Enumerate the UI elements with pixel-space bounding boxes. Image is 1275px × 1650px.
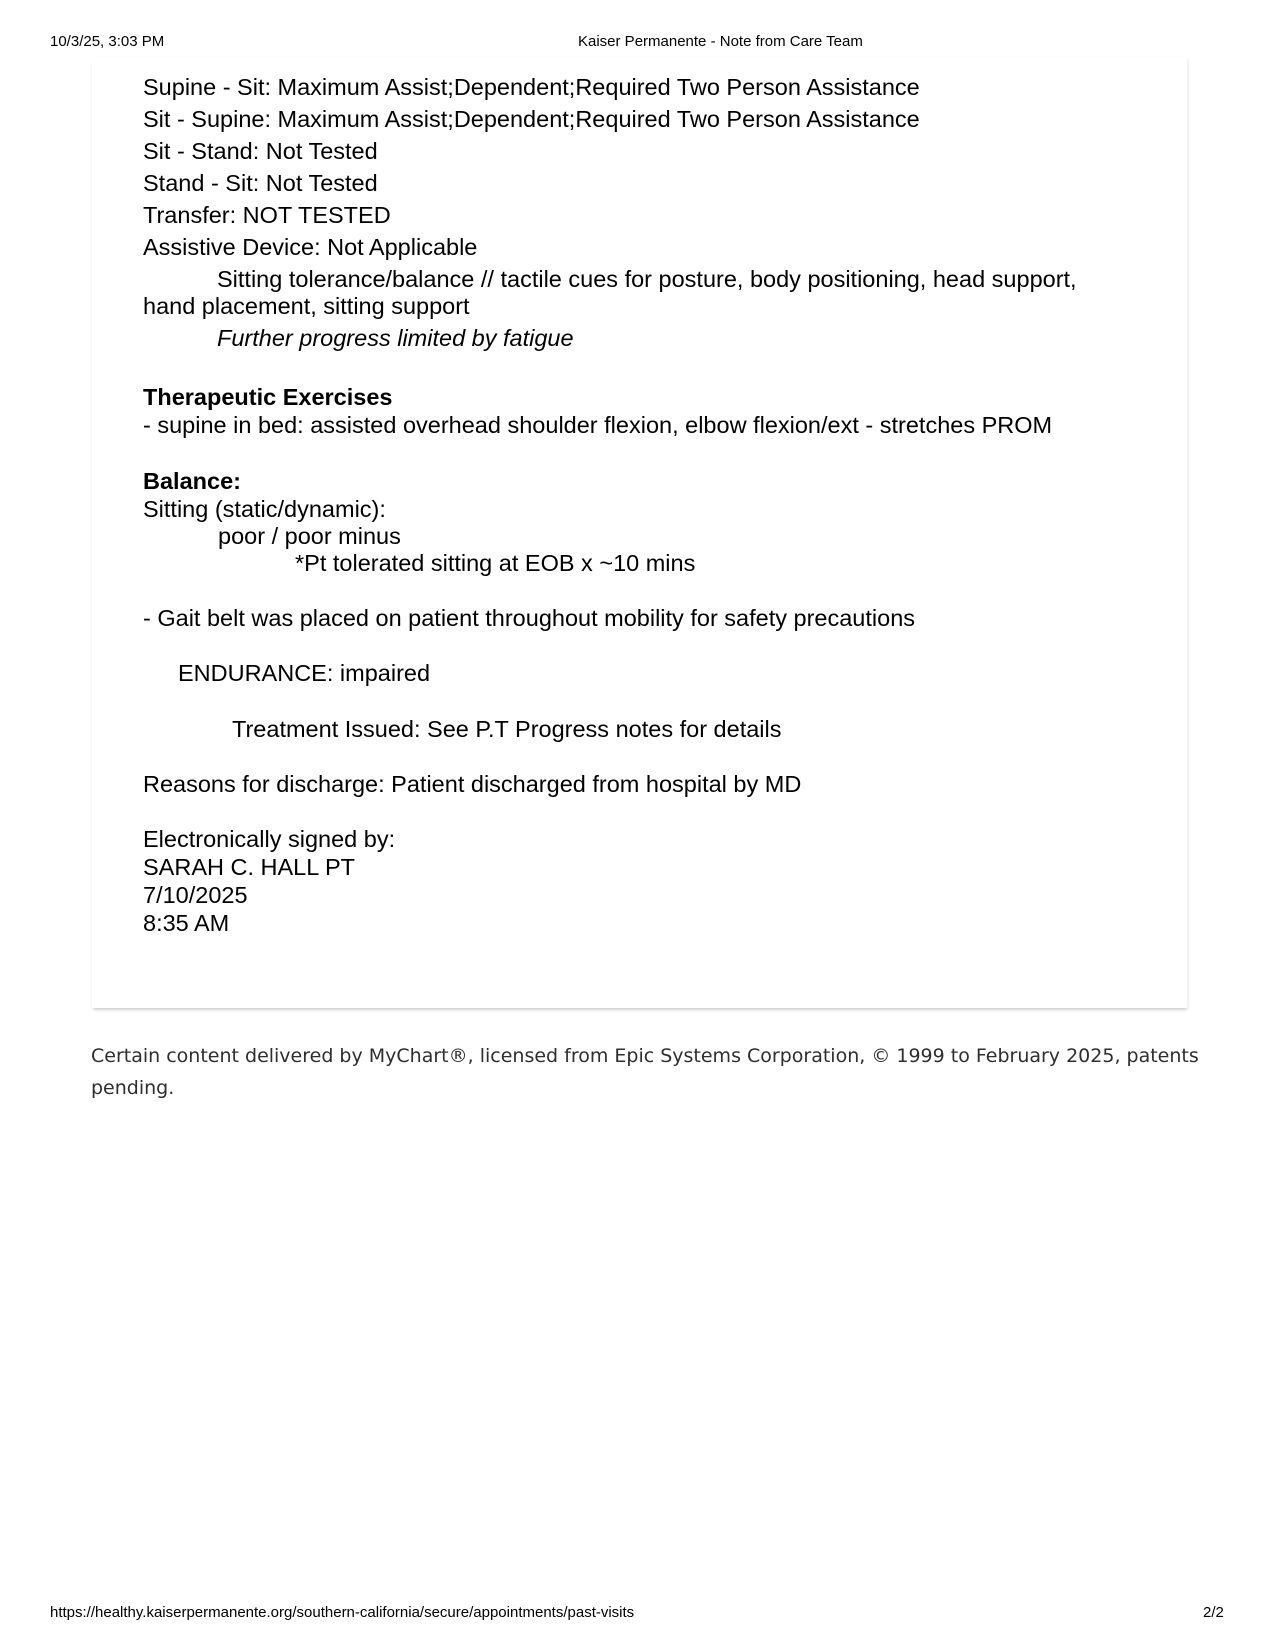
transfer-line: Transfer: NOT TESTED <box>143 202 391 228</box>
signer-name: SARAH C. HALL PT <box>143 854 355 880</box>
sit-supine-line: Sit - Supine: Maximum Assist;Dependent;Required Two Person Assistance <box>143 106 920 132</box>
sitting-tolerance-continued: hand placement, sitting support <box>143 293 470 319</box>
sitting-tolerance-note: *Pt tolerated sitting at EOB x ~10 mins <box>295 550 696 576</box>
print-url: https://healthy.kaiserpermanente.org/southern-california/secure/appointments/past-visits <box>50 1604 635 1621</box>
signature-label: Electronically signed by: <box>143 826 396 852</box>
sitting-balance-value: poor / poor minus <box>218 523 401 549</box>
therapeutic-exercises-heading: Therapeutic Exercises <box>143 384 393 410</box>
signature-time: 8:35 AM <box>143 910 230 936</box>
print-page-title: Kaiser Permanente - Note from Care Team <box>578 33 863 50</box>
sitting-balance-label: Sitting (static/dynamic): <box>143 496 386 522</box>
therapeutic-exercise-item: - supine in bed: assisted overhead shoulder flexion, elbow flexion/ext - stretches PROM <box>143 412 1053 438</box>
care-team-note-card <box>92 58 1188 1008</box>
treatment-issued-line: Treatment Issued: See P.T Progress notes for details <box>232 716 782 742</box>
stand-sit-line: Stand - Sit: Not Tested <box>143 170 378 196</box>
sitting-tolerance-line: Sitting tolerance/balance // tactile cues for posture, body positioning, head support, <box>217 266 1077 292</box>
supine-sit-line: Supine - Sit: Maximum Assist;Dependent;Required Two Person Assistance <box>143 74 920 100</box>
print-datetime: 10/3/25, 3:03 PM <box>50 33 165 50</box>
assistive-device-line: Assistive Device: Not Applicable <box>143 234 478 260</box>
mychart-copyright-notice: Certain content delivered by MyChart®, licensed from Epic Systems Corporation, © 1999 to February 2025, patents pending. <box>91 1045 1199 1099</box>
sit-stand-line: Sit - Stand: Not Tested <box>143 138 378 164</box>
endurance-line: ENDURANCE: impaired <box>178 660 431 686</box>
discharge-reason-line: Reasons for discharge: Patient discharged from hospital by MD <box>143 771 802 797</box>
balance-heading: Balance: <box>143 468 241 494</box>
signature-date: 7/10/2025 <box>143 882 248 908</box>
further-progress-note: Further progress limited by fatigue <box>217 325 574 351</box>
gait-belt-line: - Gait belt was placed on patient throughout mobility for safety precautions <box>143 605 916 631</box>
page-number: 2/2 <box>1203 1604 1224 1621</box>
